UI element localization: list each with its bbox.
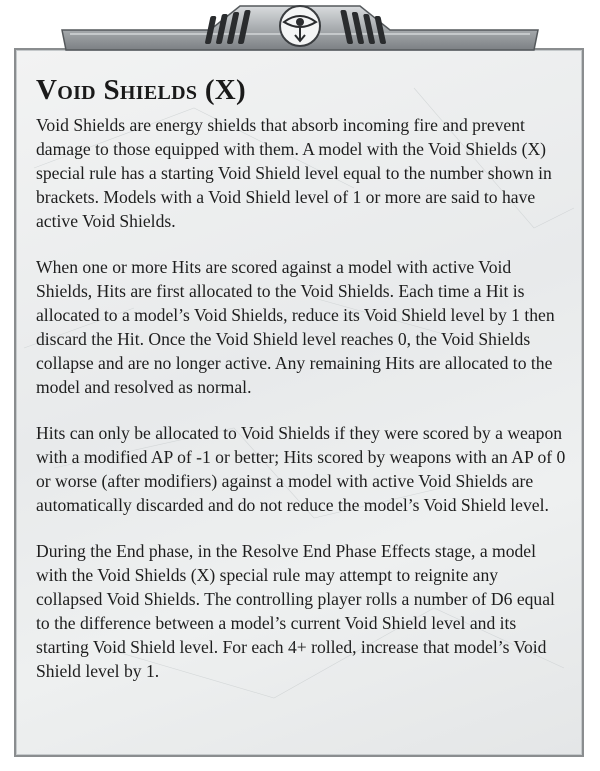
rule-content [36, 74, 566, 705]
rule-paragraph-3: Hits can only be allocated to Void Shields if they were scored by a weapon with a modified AP of -1 or better; Hits scored by weapons with an AP of 0 or worse (after modifiers) against a model with active Void Shields are automatically discarded and do not reduce the model’s Void Shield level. [36, 423, 566, 515]
header-crest [0, 0, 600, 56]
rule-paragraph-4: During the End phase, in the Resolve End Phase Effects stage, a model with the Void Shields (X) special rule may attempt to reignite any collapsed Void Shields. The controlling player rolls a number of D6 equal to the difference between a model’s current Void Shield level and its starting Void Shield level. For each 4+ rolled, increase that model’s Void Shield level by 1. [36, 541, 555, 681]
eye-emblem-icon [280, 6, 320, 46]
rule-paragraph-1: Void Shields are energy shields that absorb incoming fire and prevent damage to those equipped with them. A model with the Void Shields (X) special rule has a starting Void Shield level equal to the number shown in brackets. Models with a Void Shield level of 1 or more are said to have active Void Shields. [36, 115, 552, 231]
rule-paragraph-2: When one or more Hits are scored against a model with active Void Shields, Hits are first allocated to the Void Shields. Each time a Hit is allocated to a model’s Void Shields, reduce its Void Shield level by 1 then discard the Hit. Once the Void Shield level reaches 0, the Void Shields collapse and are no longer active. Any remaining Hits are allocated to the model and resolved as normal. [36, 257, 555, 397]
rule-title: Void Shields (X) [36, 74, 246, 106]
